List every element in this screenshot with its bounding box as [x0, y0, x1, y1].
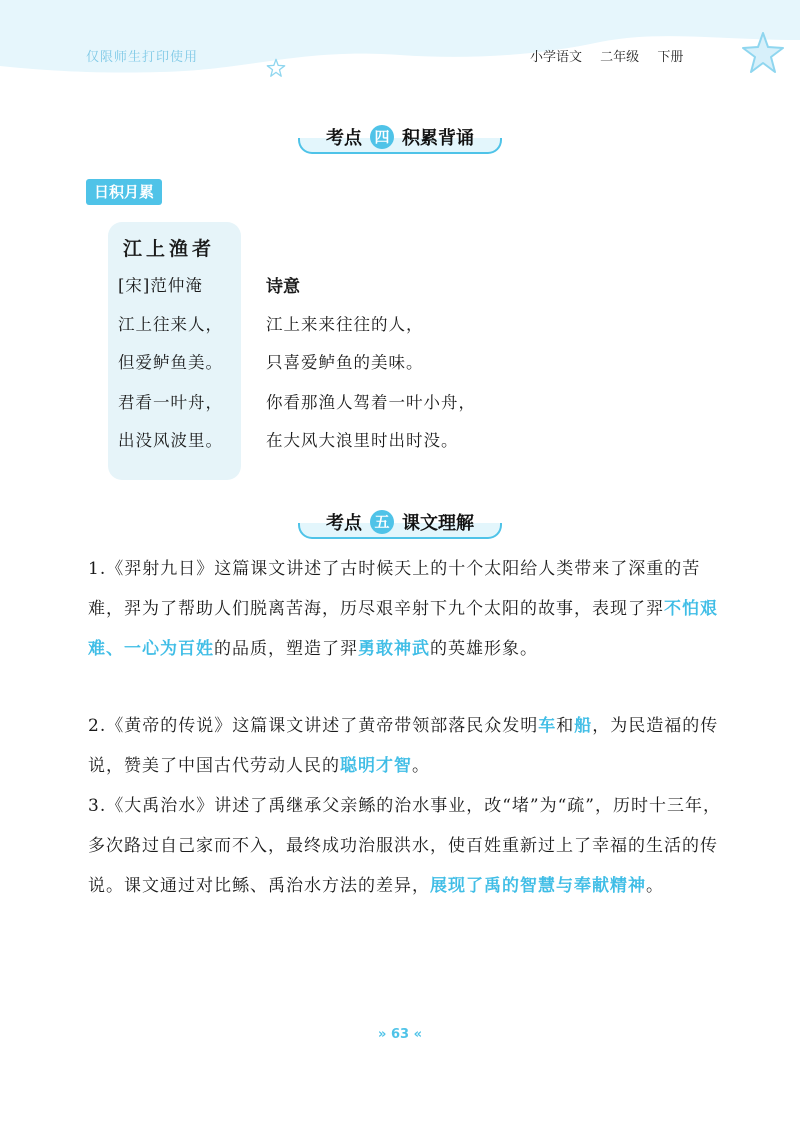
header-subject: 小学语文	[530, 50, 583, 65]
translation-line: 只喜爱鲈鱼的美味。	[266, 353, 424, 372]
item-text: 1.《羿射九日》这篇课文讲述了古时候天上的十个太阳给人类带来了深重的苦难，羿为了帮助人们脱离苦海，历尽艰辛射下九个太阳的故事，表现了羿	[88, 559, 701, 619]
poem-author: [宋]范仲淹	[118, 276, 203, 295]
item-text: 的英雄形象。	[430, 639, 538, 659]
header-volume: 下册	[657, 50, 684, 65]
item-highlight: 船	[574, 716, 593, 736]
header-book-info	[530, 46, 697, 65]
small-star-icon	[266, 58, 286, 78]
poem-line: 出没风波里。	[118, 431, 223, 450]
item-text: 和	[556, 716, 575, 736]
poem-line: 君看一叶舟，	[118, 393, 223, 412]
section-heading: 积累背诵	[402, 128, 474, 149]
section-5-title	[0, 509, 800, 539]
item-highlight: 车	[538, 716, 557, 736]
section-pill	[298, 509, 502, 539]
double-chevron-right-icon: »	[378, 1027, 387, 1042]
header-grade: 二年级	[600, 50, 640, 65]
translation-line: 在大风大浪里时出时没。	[266, 431, 459, 450]
item-text: ，为民造福的传说，赞美了中国古代劳动人民的	[88, 716, 719, 776]
item-text: 2.《黄帝的传说》这篇课文讲述了黄帝带领部落民众发明	[88, 716, 539, 736]
section-prefix: 考点	[326, 128, 362, 149]
item-highlight: 聪明才智	[340, 756, 412, 776]
section-number-badge: 五	[370, 510, 394, 534]
item-highlight: 展现了禹的智慧与奉献精神	[430, 876, 646, 896]
section-pill	[298, 124, 502, 154]
section-4-title	[0, 124, 800, 154]
poem-line: 但爱鲈鱼美。	[118, 353, 223, 372]
item-text: 3.《大禹治水》讲述了禹继承父亲鲧的治水事业，改“堵”为“疏”，历时十三年，多次路过自己家而不入，最终成功治服洪水，使百姓重新过上了幸福的生活的传说。课文通过对比鲧、禹治水方法的差异，	[88, 796, 721, 896]
item-highlight: 不怕艰难、一心为百姓	[88, 599, 718, 659]
section-heading: 课文理解	[402, 513, 474, 534]
page-number: 63	[390, 1027, 410, 1042]
section-prefix: 考点	[326, 513, 362, 534]
item-highlight: 勇敢神武	[358, 639, 430, 659]
translation-heading: 诗意	[266, 277, 300, 297]
translation-line: 你看那渔人驾着一叶小舟，	[266, 393, 476, 412]
poem-line: 江上往来人，	[118, 315, 223, 334]
item-text: 。	[412, 756, 430, 776]
understanding-item-2	[88, 706, 728, 786]
poem-title: 江上渔者	[123, 238, 216, 260]
daily-accumulation-tag: 日积月累	[86, 179, 162, 205]
double-chevron-left-icon: «	[413, 1027, 422, 1042]
item-text: 。	[646, 876, 664, 896]
translation-line: 江上来来往往的人，	[266, 315, 424, 334]
star-icon	[740, 30, 786, 76]
item-text: 的品质，塑造了羿	[214, 639, 358, 659]
section-number-badge: 四	[370, 125, 394, 149]
header-usage-note: 仅限师生打印使用	[86, 50, 199, 65]
page-footer	[0, 1027, 800, 1042]
understanding-item-1	[88, 549, 728, 669]
understanding-item-3	[88, 786, 728, 906]
